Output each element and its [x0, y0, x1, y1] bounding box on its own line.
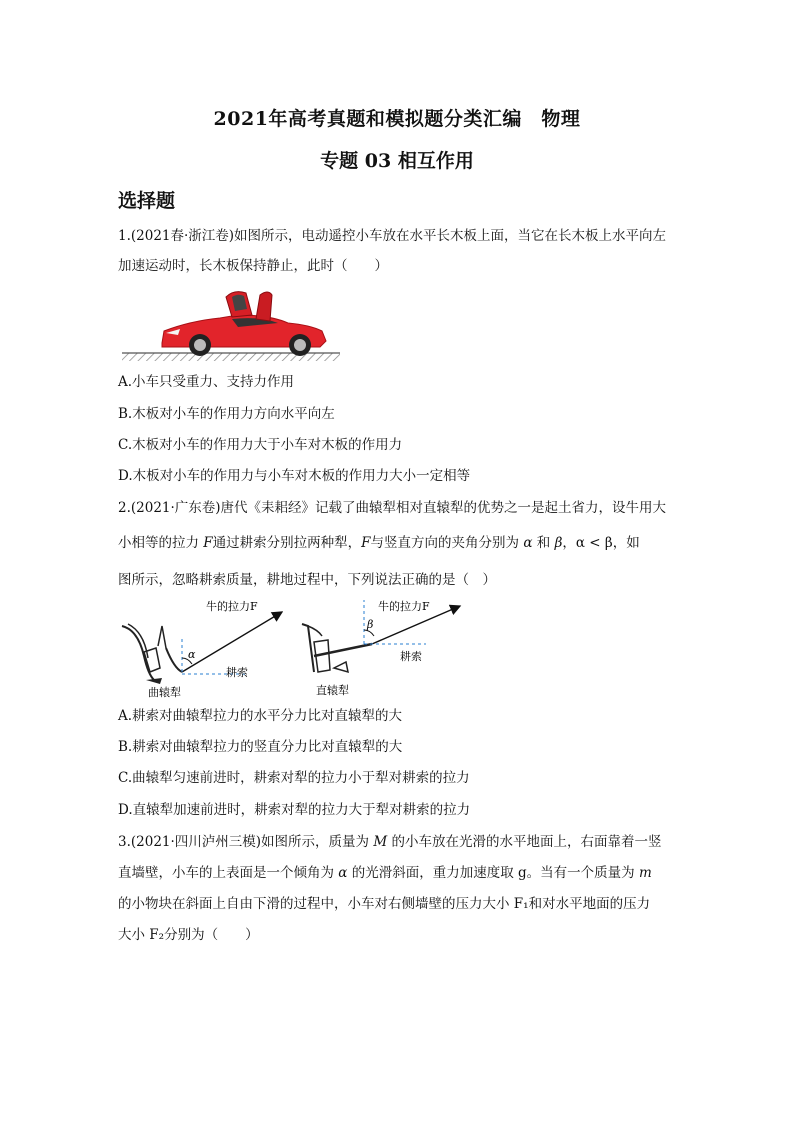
- q2-and: 和: [532, 535, 555, 551]
- q1-car-figure: [120, 285, 350, 365]
- q2-stem-line1: 2.(2021·广东卷)唐代《耒耜经》记载了曲辕犁相对直辕犁的优势之一是起土省力，设牛用大: [118, 500, 667, 516]
- q2-option-b: B.耕索对曲辕犁拉力的竖直分力比对直辕犁的大: [118, 739, 403, 755]
- q2-option-d: D.直辕犁加速前进时，耕索对犁的拉力大于犁对耕索的拉力: [118, 802, 471, 818]
- right-rope-label: 耕索: [400, 650, 422, 663]
- q1-option-b: B.木板对小车的作用力方向水平向左: [118, 406, 335, 422]
- q1-option-a: A.小车只受重力、支持力作用: [118, 374, 295, 390]
- right-force-label: 牛的拉力F: [378, 600, 430, 613]
- q3-line2-pre: 直墙壁，小车的上表面是一个倾角为: [118, 865, 339, 881]
- q3-line1: [118, 832, 661, 852]
- left-caption: 曲辕犁: [148, 686, 181, 699]
- q3-line1-pre: 3.(2021·四川泸州三模)如图所示，质量为: [118, 834, 374, 850]
- q1-option-c: C.木板对小车的作用力大于小车对木板的作用力: [118, 437, 403, 453]
- q3-line1-post: 的小车放在光滑的水平地面上，右面靠着一竖: [387, 834, 662, 850]
- q3-line3: 的小物块在斜面上自由下滑的过程中，小车对右侧墙壁的压力大小 F₁和对水平地面的压力: [118, 896, 651, 912]
- q2-option-a: A.耕索对曲辕犁拉力的水平分力比对直辕犁的大: [118, 708, 403, 724]
- document-subtitle: 专题 03 相互作用: [320, 150, 474, 172]
- q2-beta: β: [554, 535, 563, 551]
- q3-line2-post: 的光滑斜面，重力加速度取 g。当有一个质量为: [347, 865, 639, 881]
- q2-plough-figure: [116, 596, 476, 700]
- q3-mass-M: M: [373, 834, 388, 850]
- q3-line4: 大小 F₂分别为（ ）: [118, 927, 259, 943]
- q2-option-c: C.曲辕犁匀速前进时，耕索对犁的拉力小于犁对耕索的拉力: [118, 770, 470, 786]
- q2-stem-pre: 小相等的拉力: [118, 535, 204, 551]
- q2-stem-line2: [118, 533, 640, 553]
- left-angle-label: α: [188, 648, 196, 661]
- q1-option-d: D.木板对小车的作用力与小车对木板的作用力大小一定相等: [118, 468, 471, 484]
- right-angle-label: β: [367, 618, 374, 631]
- q1-stem-line2: 加速运动时，长木板保持静止，此时（ ）: [118, 258, 388, 274]
- q3-alpha: α: [338, 865, 348, 881]
- document-title: 2021年高考真题和模拟题分类汇编 物理: [213, 108, 581, 130]
- left-force-label: 牛的拉力F: [206, 600, 258, 613]
- left-rope-label: 耕索: [226, 666, 248, 679]
- q2-inequality: ，α < β，如: [562, 535, 640, 551]
- q2-stem-mid2: 与竖直方向的夹角分别为: [370, 535, 524, 551]
- q2-force-symbol: F: [203, 535, 213, 551]
- q2-stem-mid: 通过耕索分别拉两种犁，: [212, 535, 362, 551]
- curved-plough: [122, 612, 282, 684]
- q3-mass-m: m: [638, 865, 652, 881]
- q2-stem-line3: 图所示，忽略耕索质量，耕地过程中，下列说法正确的是（ ）: [118, 572, 496, 588]
- section-heading: 选择题: [118, 190, 176, 212]
- ground-board: [122, 353, 340, 361]
- q3-line2: [118, 863, 652, 883]
- right-caption: 直辕犁: [316, 684, 349, 697]
- q2-alpha: α: [523, 535, 533, 551]
- q1-stem-line1: 1.(2021春·浙江卷)如图所示，电动遥控小车放在水平长木板上面，当它在长木板上水平向左: [118, 228, 667, 244]
- q2-force-symbol-2: F: [361, 535, 371, 551]
